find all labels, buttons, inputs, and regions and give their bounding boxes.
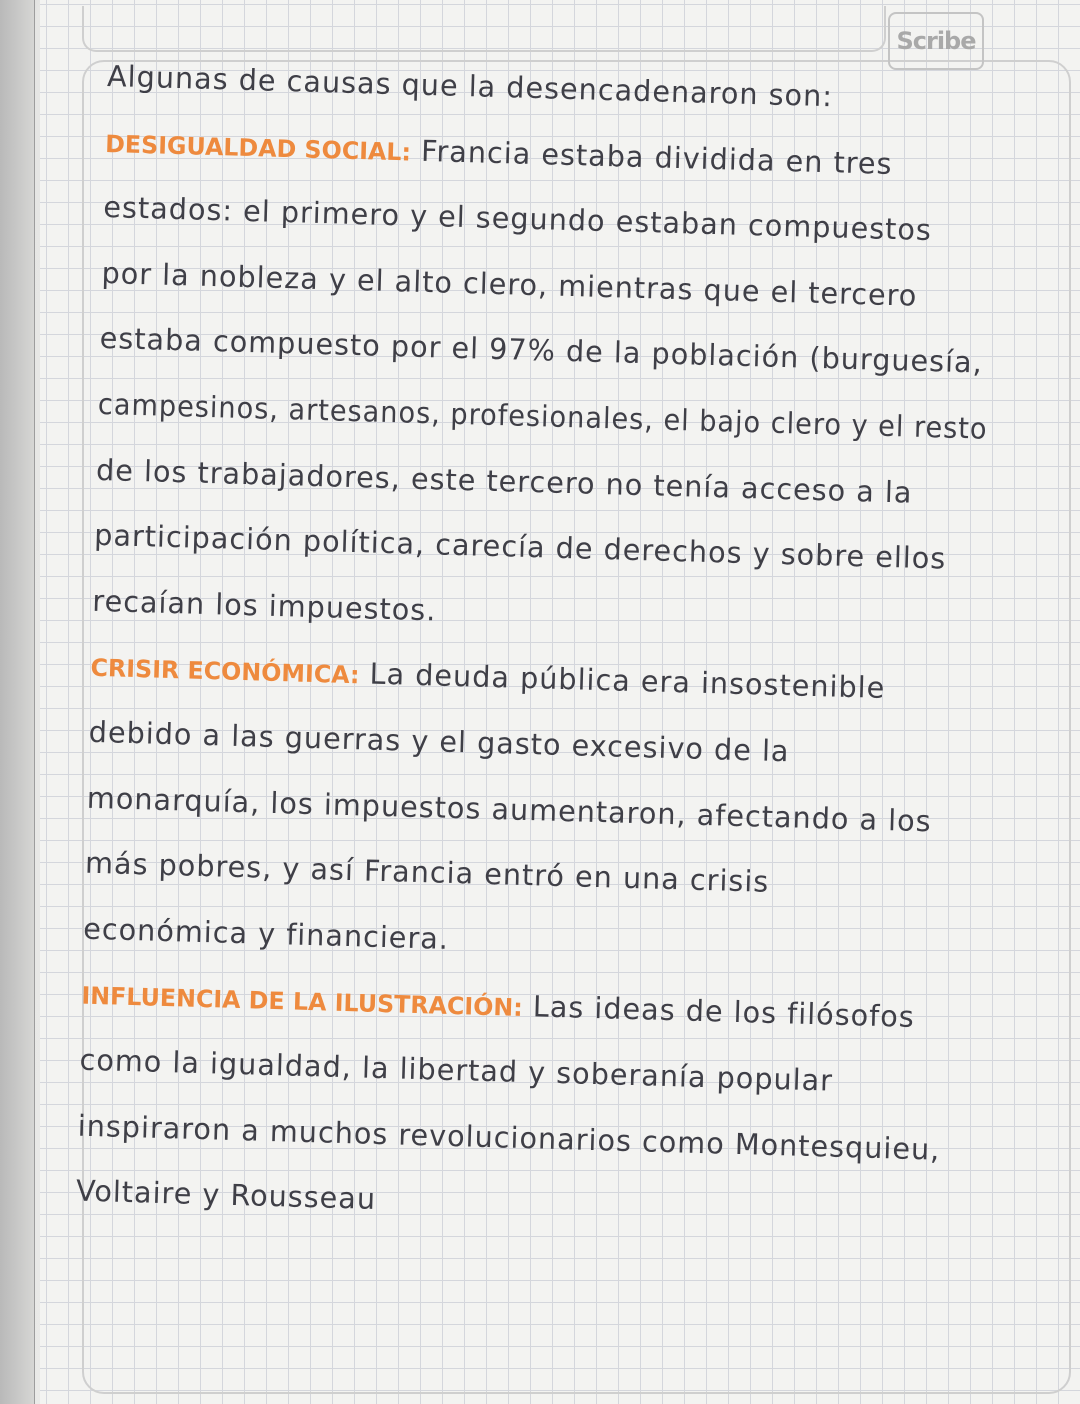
line-text: campesinos, artesanos, profesionales, el bajo clero y el resto — [97, 386, 989, 446]
line-text: económica y financiera. — [82, 911, 450, 956]
line-text: participación política, carecía de derechos y sobre ellos — [93, 517, 947, 576]
line-text: recaían los impuestos. — [91, 583, 437, 628]
brand-logo: Scribe — [888, 12, 984, 70]
header-band — [82, 6, 886, 52]
line-text: por la nobleza y el alto clero, mientras que el tercero — [101, 255, 918, 313]
section-heading-crisis: CRISIR ECONÓMICA: — [90, 654, 360, 690]
line-text: Algunas de causas que la desencadenaron son: — [106, 58, 834, 114]
line-text: estaba compuesto por el 97% de la población (burguesía, — [99, 321, 984, 380]
handwritten-notes — [75, 44, 1008, 1249]
line-text: Francia estaba dividida en tres — [410, 133, 893, 181]
line-text: como la igualdad, la libertad y soberanía popular — [79, 1042, 834, 1098]
line-text: Voltaire y Rousseau — [75, 1173, 377, 1217]
line-text: monarquía, los impuestos aumentaron, afectando a los — [86, 780, 933, 838]
line-text: de los trabajadores, este tercero no tenía acceso a la — [95, 452, 913, 510]
page-edge — [0, 0, 35, 1404]
section-heading-ilustracion: INFLUENCIA DE LA ILUSTRACIÓN: — [81, 981, 524, 1023]
line-text: estados: el primero y el segundo estaban compuestos — [102, 190, 933, 248]
line-text: más pobres, y así Francia entró en una crisis — [84, 845, 770, 899]
line-text: inspiraron a muchos revolucionarios como Montesquieu, — [77, 1108, 941, 1167]
section-heading-desigualdad: DESIGUALDAD SOCIAL: — [104, 129, 412, 167]
line-text: debido a las guerras y el gasto excesivo de la — [88, 714, 790, 769]
line-text: La deuda pública era insostenible — [359, 656, 886, 706]
line-text: Las ideas de los filósofos — [522, 989, 916, 1035]
